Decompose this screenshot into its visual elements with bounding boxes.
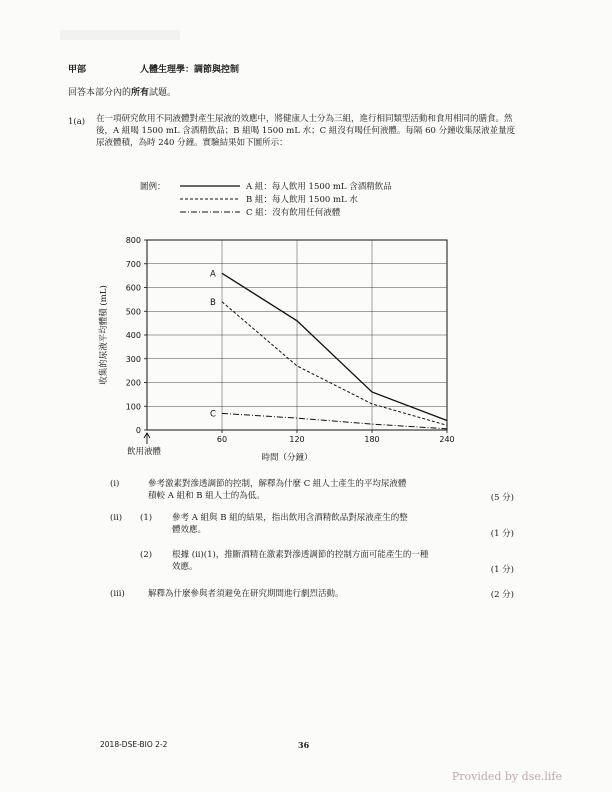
subq-ii2-line2: 效應。 [172, 562, 198, 572]
subq-ii2-line1: 根據 (ii)(1)，推斷酒精在激素對滲透調節的控制方面可能產生的一種 [172, 550, 429, 560]
x-tick-label-60: 60 [216, 435, 228, 444]
subq-ii1-line1: 參考 A 組與 B 組的結果，指出飲用含酒精飲品對尿液產生的整 [172, 513, 408, 523]
y-tick-label-600: 600 [125, 283, 141, 293]
y-tick-label-400: 400 [125, 331, 141, 340]
x-axis-label: 時間（分鐘） [261, 453, 313, 463]
subq-text-i [148, 478, 508, 502]
y-tick-label-500: 500 [125, 307, 141, 317]
section-title: 人體生理學：調節與控制 [140, 65, 240, 75]
series-label-b: B [210, 297, 216, 308]
legend-item-a: A 組：每人飲用 1500 mL 含酒精飲品 [246, 182, 392, 192]
subq-sub-ii-1: (1) [140, 513, 153, 523]
legend-line-dashed [180, 195, 240, 203]
series-line-b [222, 302, 447, 426]
x-tick-label-240: 240 [439, 435, 455, 444]
instruction-suffix: 試題。 [149, 88, 177, 98]
y-tick-label-0: 0 [135, 426, 141, 435]
question-number: 1(a) [68, 117, 86, 127]
legend-item-b: B 組：每人飲用 1500 mL 水 [246, 195, 358, 205]
question-stem: 在一項研究飲用不同液體對產生尿液的效應中，將健康人士分為三組，進行相同類型活動和食用相同的膳食。然後，A 組喝 1500 mL 含酒精飲品；B 組喝 1500 mL 水；C 組沒有喝任何液體。每隔 60 分鐘收集尿液並量度尿液體積，為時 240 分鐘。實驗結果如下圖所示： [96, 114, 516, 148]
watermark-link[interactable]: Provided by dse.life [451, 770, 562, 783]
subq-marks-iii: (2 分) [490, 590, 514, 600]
subq-sub-ii-2: (2) [140, 550, 153, 560]
legend-title: 圖例： [140, 182, 166, 192]
legend-item-c: C 組：沒有飲用任何液體 [246, 208, 341, 218]
subq-i-line1: 參考激素對滲透調節的控制，解釋為什麼 C 組人士產生的平均尿液體 [148, 479, 407, 489]
subq-marks-ii-1: (1 分) [490, 529, 514, 539]
y-tick-label-700: 700 [125, 259, 141, 269]
legend-row-b [140, 193, 358, 205]
subq-text-ii-1 [172, 512, 512, 536]
series-line-a [222, 273, 447, 420]
instruction-bold: 所有 [131, 88, 150, 98]
scan-smudge [60, 30, 180, 40]
subq-text-iii: 解釋為什麼參與者須避免在研究期間進行劇烈活動。 [148, 589, 344, 599]
instruction-prefix: 回答本部分內的 [68, 88, 132, 98]
series-label-c: C [210, 409, 216, 420]
subq-text-ii-2 [172, 549, 512, 573]
x-tick-label-180: 180 [364, 435, 380, 444]
series-label-a: A [210, 269, 216, 280]
legend-row-a [140, 180, 392, 192]
subq-marks-i: (5 分) [490, 493, 514, 503]
section-label: 甲部 [68, 65, 87, 75]
instruction [68, 85, 176, 98]
subq-marks-ii-2: (1 分) [490, 565, 514, 575]
subq-label-iii: (iii) [110, 589, 125, 599]
subq-label-ii: (ii) [110, 513, 123, 523]
legend-line-solid [180, 182, 240, 190]
y-tick-label-800: 800 [125, 236, 141, 245]
legend-row-c [140, 206, 340, 218]
exam-code: 2018-DSE-BIO 2-2 [100, 740, 168, 749]
subq-label-i: (i) [110, 479, 120, 489]
y-tick-label-100: 100 [125, 402, 141, 412]
y-axis-label: 收集的尿液平均體積 (mL) [99, 285, 109, 385]
x-origin-label: 飲用液體 [127, 447, 162, 457]
y-tick-label-300: 300 [125, 354, 141, 364]
legend-line-dashdot [180, 208, 240, 216]
subq-ii1-line2: 體效應。 [172, 525, 207, 535]
page-number: 36 [298, 740, 310, 750]
urine-volume-chart [92, 230, 472, 465]
y-tick-label-200: 200 [125, 378, 141, 388]
subq-i-line2: 積較 A 組和 B 組人士的為低。 [148, 491, 265, 501]
x-tick-label-120: 120 [289, 435, 305, 444]
